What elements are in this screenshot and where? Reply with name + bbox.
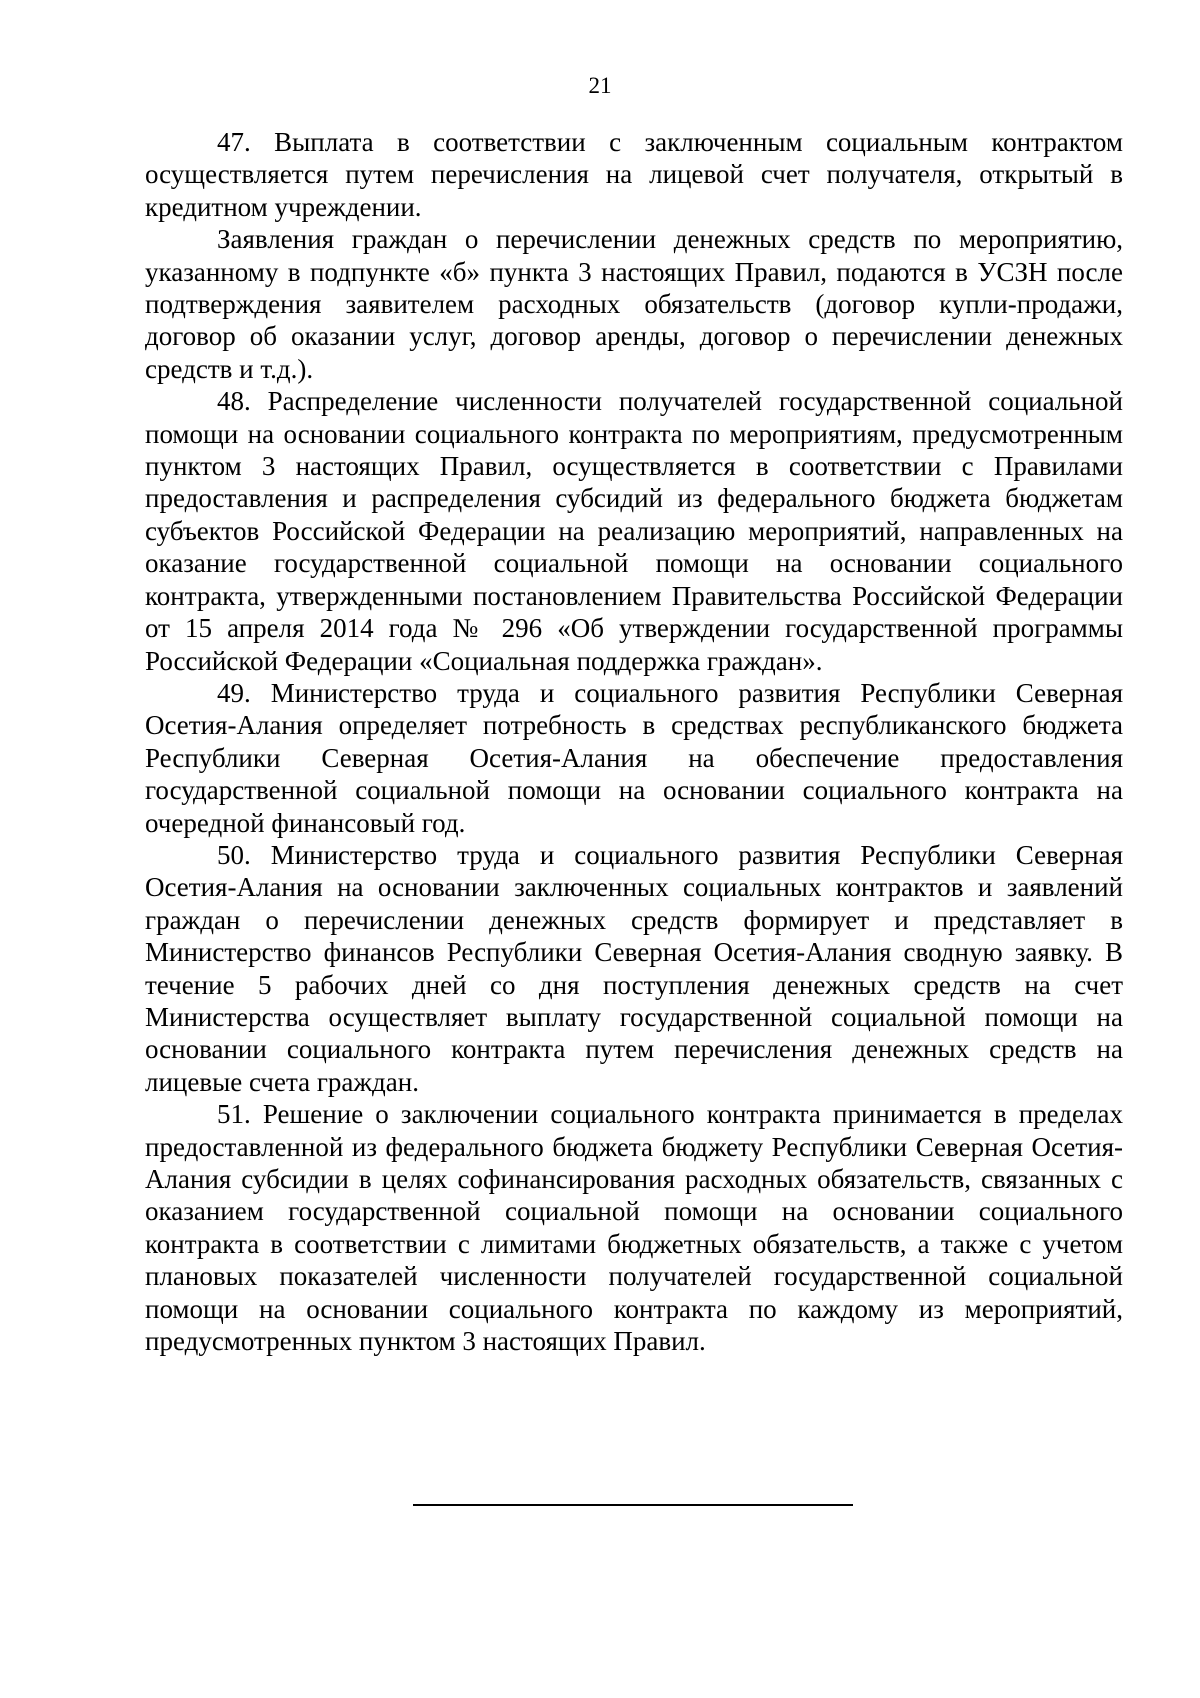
paragraph-50: 50. Министерство труда и социального развития Республики Северная Осетия-Алания на основании заключенных социальных контрактов и заявлений граждан о перечислении денежных средств формирует и представляет в Министерство финансов Республики Северная Осетия-Алания сводную заявку. В течение 5 рабочих дней со дня поступления денежных средств на счет Министерства осуществляет выплату государственной социальной помощи на основании социального контракта путем перечисления денежных средств на лицевые счета граждан. [145, 839, 1123, 1097]
closing-rule [413, 1504, 853, 1506]
document-body [145, 126, 1123, 1357]
paragraph-47-applications: Заявления граждан о перечислении денежных средств по мероприятию, указанному в подпункте «б» пункта 3 настоящих Правил, подаются в УСЗН после подтверждения заявителем расходных обязательств (договор купли-продажи, договор об оказании услуг, договор аренды, договор о перечислении денежных средств и т.д.). [145, 224, 1123, 384]
paragraph-51: 51. Решение о заключении социального контракта принимается в пределах предоставленной из федерального бюджета бюджету Республики Северная Осетия-Алания субсидии в целях софинансирования расходных обязательств, связанных с оказанием государственной социальной помощи на основании социального контракта в соответствии с лимитами бюджетных обязательств, а также с учетом плановых показателей численности получателей государственной социальной помощи на основании социального контракта по каждому из мероприятий, предусмотренных пунктом 3 настоящих Правил. [145, 1099, 1123, 1357]
paragraph-49: 49. Министерство труда и социального развития Республики Северная Осетия-Алания определяет потребность в средствах республиканского бюджета Республики Северная Осетия-Алания на обеспечение предоставления государственной социальной помощи на основании социального контракта на очередной финансовый год. [145, 677, 1123, 838]
paragraph-47: 47. Выплата в соответствии с заключенным социальным контрактом осуществляется путем перечисления на лицевой счет получателя, открытый в кредитном учреждении. [145, 127, 1123, 222]
paragraph-48: 48. Распределение численности получателей государственной социальной помощи на основании социального контракта по мероприятиям, предусмотренным пунктом 3 настоящих Правил, осуществляется в соответствии с Правилами предоставления и распределения субсидий из федерального бюджета бюджетам субъектов Российской Федерации на реализацию мероприятий, направленных на оказание государственной социальной помощи на основании социального контракта, утвержденными постановлением Правительства Российской Федерации от 15 апреля 2014 года № 296 «Об утверждении государственной программы Российской Федерации «Социальная поддержка граждан». [145, 386, 1123, 676]
page-number: 21 [588, 73, 612, 98]
